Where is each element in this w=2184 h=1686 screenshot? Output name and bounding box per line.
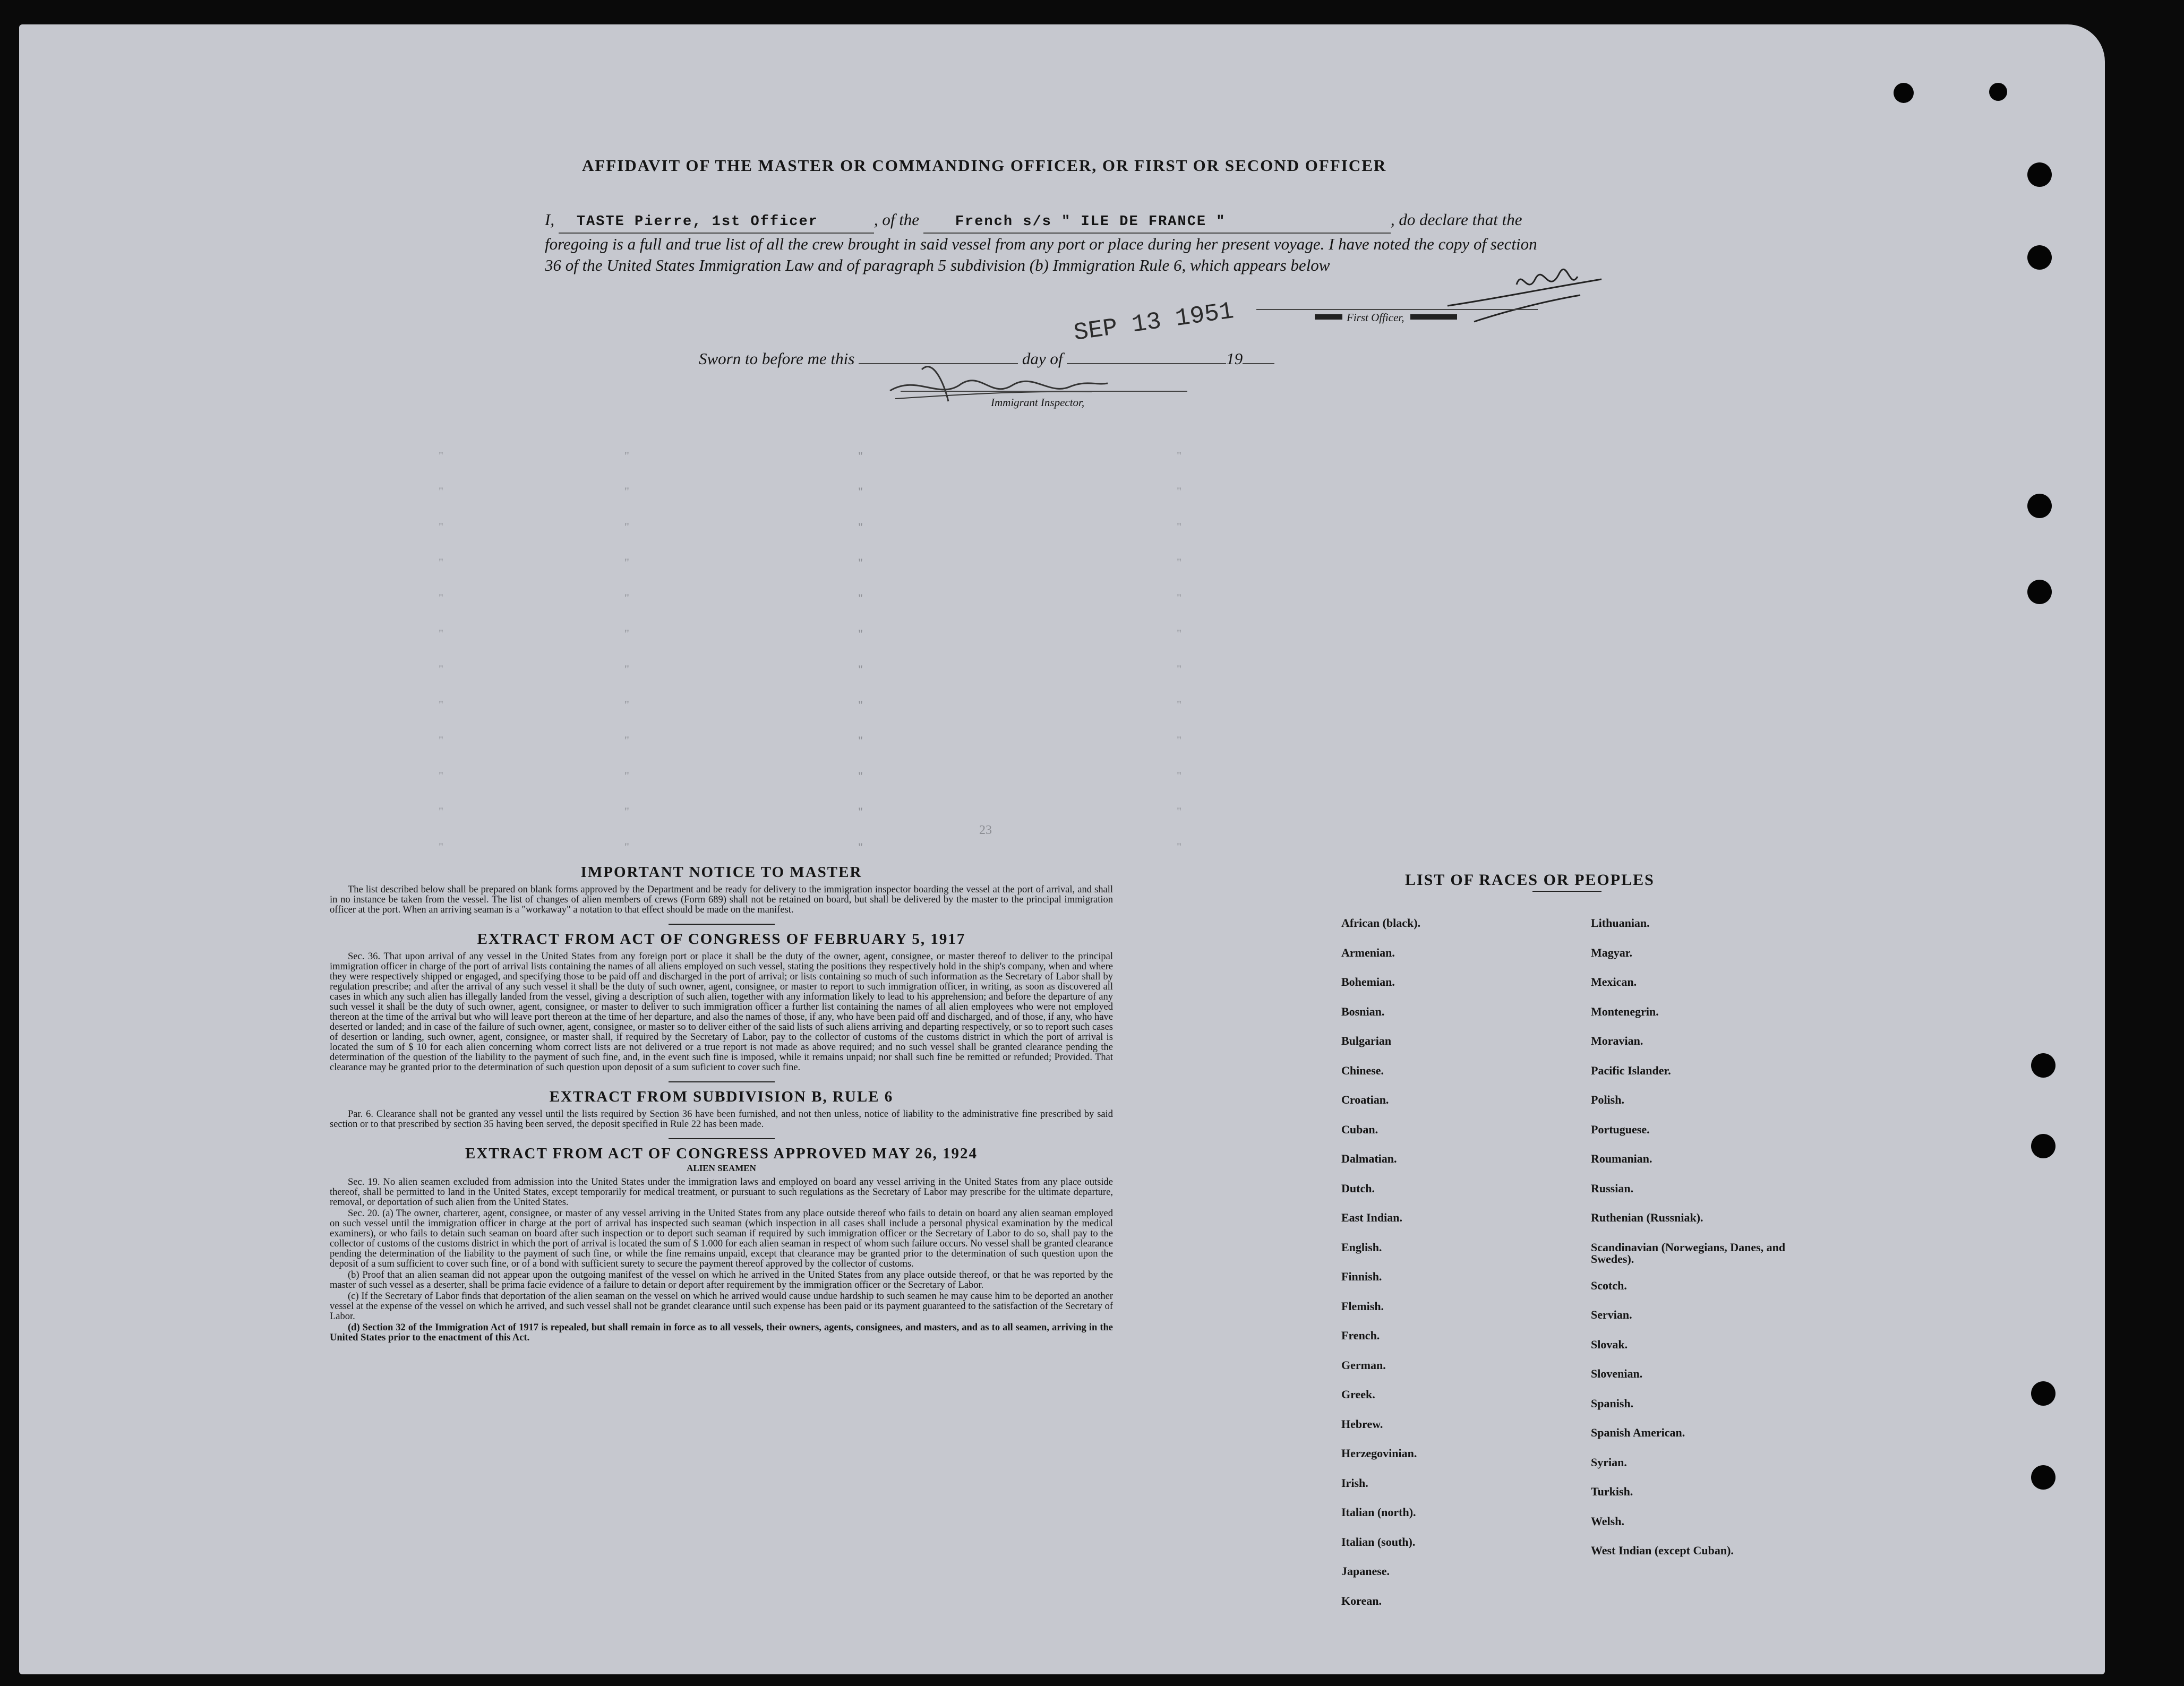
ghost-ditto-mark: " — [1177, 840, 1181, 854]
ghost-ditto-mark: " — [1177, 698, 1181, 711]
affidavit-body: that the foregoing is a full and true list of all the crew brought in said vessel from any port or place during her present voyage. I have noted the copy of section 36 of the United States Immigration Law and of paragraph 5 subdivision (b) Immigration Rule 6, which appears below — [545, 210, 1537, 274]
races-title: LIST OF RACES OR PEOPLES — [1405, 871, 1655, 889]
ghost-ditto-mark: " — [858, 698, 863, 711]
race-item: German. — [1341, 1358, 1386, 1372]
ghost-ditto-mark: " — [858, 734, 863, 747]
ghost-ditto-mark: " — [1177, 485, 1181, 498]
race-item: Lithuanian. — [1591, 916, 1650, 930]
ghost-ditto-mark: " — [1177, 520, 1181, 534]
manifest-page — [19, 24, 2105, 1674]
ghost-ditto-mark: " — [1177, 769, 1181, 782]
race-item: Slovenian. — [1591, 1367, 1643, 1380]
ghost-ditto-mark: " — [624, 734, 629, 747]
ghost-ditto-mark: " — [439, 591, 443, 605]
officer-label: First Officer, — [1347, 311, 1404, 324]
ghost-ditto-mark: " — [624, 449, 629, 462]
punch-hole — [2027, 245, 2052, 270]
races-right-column — [1591, 917, 1814, 1583]
race-item: Bulgarian — [1341, 1034, 1392, 1047]
race-item: Dutch. — [1341, 1181, 1375, 1195]
extract-1924-subtitle: ALIEN SEAMEN — [687, 1163, 756, 1173]
officer-signature — [1442, 247, 1612, 327]
day-of-text: day of — [1022, 349, 1063, 368]
race-item: African (black). — [1341, 916, 1421, 930]
sec19-text: Sec. 19. No alien seamen excluded from admission into the United States under the immigration laws and employed on board any vessel arriving in the United States from any place outside thereof, shall be permitted to land in the United States, except temporarily for medical treatment, or pursuant to such regulations as the Secretary of Labor may prescribe for the ultimate departure, removal, or deportation of such alien from the United States. — [330, 1177, 1113, 1208]
of-the-text: , of the — [873, 210, 920, 229]
race-item: Servian. — [1591, 1308, 1632, 1321]
notice-text: The list described below shall be prepared on blank forms approved by the Department and be ready for delivery to the immigration inspector boarding the vessel at the port of arrival, and shall in no instance be taken from the vessel. The list of changes of alien members of crews (Form 689) shall not be retained on board, but shall be delivered by the master to the principal immigration officer at the port. When an arriving seaman is a "workaway" a notation to that effect should be made on the manifest. — [330, 884, 1113, 915]
ghost-ditto-mark: " — [858, 449, 863, 462]
race-item: Spanish American. — [1591, 1426, 1685, 1439]
race-item: Irish. — [1341, 1476, 1368, 1490]
sec20a-text: Sec. 20. (a) The owner, charterer, agent, consignee, or master of any vessel arriving in the United States from any place outside thereof who fails to detain on board any alien seaman employed on such vessel until the immigration officer in charge at the port of arrival has inspected such seaman (which inspection in all cases shall include a personal physical examination by the medical examiners), or who fails to detain such seaman on board after such inspection or to deport such seaman if required by such immigration officer or the Secretary of Labor to do so, shall pay to the collector of customs of the customs district in which the port of arrival is located the sum of $ 1.000 for each alien seaman in respect of whom such failure occurs. No vessel shall be granted clearance pending the determination of the liability to the payment of such fine, or while the fine remains unpaid, except that clearance may be granted prior to the determination of such question upon the deposit of a sum sufficient to cover such fine, or of a bond with sufficient surety to secure the payment thereof approved by the collector of customs. — [330, 1208, 1113, 1269]
ghost-ditto-mark: " — [624, 627, 629, 640]
ghost-ditto-mark: " — [439, 698, 443, 711]
race-item: Armenian. — [1341, 945, 1395, 959]
races-left-column — [1341, 917, 1554, 1624]
faint-page-number: 23 — [979, 823, 992, 837]
race-item: Syrian. — [1591, 1455, 1627, 1469]
ghost-ditto-mark: " — [1177, 663, 1181, 676]
race-item: Pacific Islander. — [1591, 1063, 1671, 1077]
officer-name: TASTE Pierre, 1st Officer — [559, 211, 874, 234]
race-item: Chinese. — [1341, 1063, 1384, 1077]
ghost-ditto-mark: " — [439, 520, 443, 534]
race-item: Spanish. — [1591, 1396, 1634, 1410]
ghost-ditto-mark: " — [1177, 449, 1181, 462]
ghost-ditto-mark: " — [624, 663, 629, 676]
race-item: Magyar. — [1591, 945, 1633, 959]
extract-1924-title: EXTRACT FROM ACT OF CONGRESS APPROVED MAY 26, 1924 — [465, 1145, 978, 1162]
race-item: East Indian. — [1341, 1211, 1402, 1224]
ghost-ditto-mark: " — [1177, 627, 1181, 640]
ghost-ditto-mark: " — [858, 627, 863, 640]
sec20c-text: (c) If the Secretary of Labor finds that deportation of the alien seaman on the vessel on which he arrived would cause undue hardship to such seamen he may cause him to be deported an another vessel at the expense of the vessel on which he arrived, and such vessel shall not be grandet clearance until such expense has been paid or its payment guaranteed to the satisfaction of the Secretary of Labor. — [330, 1291, 1113, 1322]
ghost-ditto-mark: " — [624, 556, 629, 569]
race-item: Italian (south). — [1341, 1535, 1416, 1549]
race-item: Croatian. — [1341, 1093, 1389, 1106]
punch-hole — [2027, 162, 2052, 187]
race-item: Russian. — [1591, 1181, 1634, 1195]
race-item: Scotch. — [1591, 1278, 1627, 1292]
ghost-ditto-mark: " — [439, 734, 443, 747]
race-item: English. — [1341, 1240, 1382, 1254]
race-item: Welsh. — [1591, 1514, 1624, 1528]
ghost-ditto-mark: " — [858, 556, 863, 569]
race-item: Moravian. — [1591, 1034, 1643, 1047]
divider — [669, 1081, 775, 1082]
punch-hole — [2031, 1465, 2055, 1490]
struck-title — [1410, 314, 1457, 320]
ghost-ditto-mark: " — [1177, 556, 1181, 569]
ghost-ditto-mark: " — [1177, 805, 1181, 818]
divider — [669, 1138, 775, 1139]
ghost-ditto-mark: " — [858, 591, 863, 605]
race-item: Flemish. — [1341, 1299, 1384, 1313]
ghost-ditto-mark: " — [1177, 734, 1181, 747]
race-item: Dalmatian. — [1341, 1152, 1397, 1165]
race-item: Ruthenian (Russniak). — [1591, 1211, 1703, 1224]
ghost-ditto-mark: " — [439, 840, 443, 854]
punch-hole — [1894, 83, 1914, 103]
race-item: Scandinavian (Norwegians, Danes, and Swedes). — [1591, 1240, 1786, 1266]
inspector-label: Immigrant Inspector, — [991, 396, 1085, 409]
race-item: Slovak. — [1591, 1337, 1628, 1351]
ghost-ditto-mark: " — [624, 769, 629, 782]
punch-hole — [2027, 580, 2052, 604]
race-item: Mexican. — [1591, 975, 1637, 988]
ghost-ditto-mark: " — [624, 840, 629, 854]
notice-title: IMPORTANT NOTICE TO MASTER — [580, 864, 862, 881]
race-item: West Indian (except Cuban). — [1591, 1544, 1734, 1557]
ghost-ditto-mark: " — [624, 485, 629, 498]
race-item: Korean. — [1341, 1594, 1382, 1607]
ghost-ditto-mark: " — [858, 769, 863, 782]
race-item: Herzegovinian. — [1341, 1447, 1417, 1460]
extract-rule6-text: Par. 6. Clearance shall not be granted any vessel until the lists required by Section 36 have been furnished, and not then unless, notice of liability to the administrative fine prescribed by said section or to that prescribed by section 35 having been served, the deposit specified in Rule 22 has been made. — [330, 1109, 1113, 1130]
race-item: Bohemian. — [1341, 975, 1395, 988]
ghost-ditto-mark: " — [624, 591, 629, 605]
year-prefix: 19 — [1226, 349, 1243, 368]
ghost-ditto-mark: " — [439, 805, 443, 818]
extract-1917-title: EXTRACT FROM ACT OF CONGRESS OF FEBRUARY 5, 1917 — [477, 931, 966, 948]
punch-hole — [2031, 1134, 2055, 1158]
race-item: Roumanian. — [1591, 1152, 1652, 1165]
races-divider — [1532, 891, 1601, 892]
race-item: Polish. — [1591, 1093, 1624, 1106]
punch-hole — [2027, 494, 2052, 518]
race-item: Portuguese. — [1591, 1122, 1650, 1136]
race-item: French. — [1341, 1329, 1380, 1342]
extract-rule6-title: EXTRACT FROM SUBDIVISION B, RULE 6 — [549, 1088, 894, 1105]
ghost-ditto-mark: " — [858, 840, 863, 854]
punch-hole — [2031, 1053, 2055, 1078]
ghost-ditto-mark: " — [858, 485, 863, 498]
affidavit-declaration — [545, 209, 1554, 276]
race-item: Hebrew. — [1341, 1417, 1383, 1431]
affidavit-title: AFFIDAVIT OF THE MASTER OR COMMANDING OFFICER, OR FIRST OR SECOND OFFICER — [582, 156, 1387, 175]
ghost-ditto-mark: " — [858, 520, 863, 534]
ghost-ditto-mark: " — [858, 663, 863, 676]
sec20d-text: (d) Section 32 of the Immigration Act of 1917 is repealed, but shall remain in force as to all vessels, their owners, agents, consignees, and masters, and as to all seamen, arriving in the United States prior to the enactment of this Act. — [330, 1322, 1113, 1343]
race-item: Montenegrin. — [1591, 1004, 1659, 1018]
date-stamp: SEP 13 1951 — [1072, 297, 1236, 347]
ghost-ditto-mark: " — [439, 449, 443, 462]
ghost-ditto-mark: " — [439, 769, 443, 782]
race-item: Cuban. — [1341, 1122, 1378, 1136]
ghost-ditto-mark: " — [624, 520, 629, 534]
sworn-text: Sworn to before me this — [699, 349, 855, 368]
punch-hole — [2031, 1381, 2055, 1406]
sec20b-text: (b) Proof that an alien seaman did not appear upon the outgoing manifest of the vessel on which he arrived in the United States from any place outside thereof, or that he was reported by the master of such vessel as a deserter, shall be prima facie evidence of a failure to detain or deport after requirement by the immigration officer or the Secretary of Labor. — [330, 1270, 1113, 1291]
ghost-ditto-mark: " — [624, 805, 629, 818]
ghost-ditto-mark: " — [439, 663, 443, 676]
ghost-ditto-mark: " — [624, 698, 629, 711]
do-declare-text: , do declare — [1390, 210, 1468, 229]
extract-1917-text: Sec. 36. That upon arrival of any vessel in the United States from any foreign port or place it shall be the duty of the owner, agent, consignee, or master thereof to deliver to the principal immigration officer in charge of the port of arrival lists containing the names of all aliens employed on such vessel, stating the positions they respectively hold in the ship's company, when and where they were respectively shipped or engaged, and specifying those to be paid off and discharged in the port of arrival; or lists containing so much of such information as the Secretary of Labor shall by regulation prescribe; and after the arrival of any such vessel it shall be the duty of such owner, agent, consignee, or master to report to such immigration officer, in writing, as soon as discovered all cases in which any such alien has illegally landed from the vessel, giving a description of such alien, together with any information likely to lead to his apprehension; and before the departure of any such vessel it shall be the duty of such owner, agent, consignee, or master to deliver to such immigration officer a further list containing the names of all alien employees who were not employed thereon at the time of the arrival but who will leave port thereon at the time of her departure, and also the names of those, if any, who have been paid off and discharged, and of those, if any, who have deserted or landed; and in case of the failure of such owner, agent, consignee, or master so to deliver either of the said lists of such aliens arriving and departing respectively, or so to report such cases of desertion or landing, such owner, agent, consignee, or master shall, if required by the Secretary of Labor, pay to the collector of customs of the customs district in which the port of arrival is located the sum of $ 10 for each alien concerning whom correct lists are not delivered or a true report is not made as above required; and no such vessel shall be granted clearance pending the determination of the question of the liability to the payment of such fine, and, in the event such fine is imposed, while it remains unpaid; nor shall such fine be remitted or refunded; Provided. That clearance may be granted prior to the determination of such question upon deposit of a sum suficient to cover such fine. — [330, 951, 1113, 1073]
pronoun: I, — [545, 210, 555, 229]
inspector-signature-line — [901, 391, 1187, 392]
ghost-ditto-mark: " — [1177, 591, 1181, 605]
race-item: Italian (north). — [1341, 1506, 1416, 1519]
punch-hole — [1989, 83, 2007, 101]
race-item: Greek. — [1341, 1388, 1375, 1401]
notice-column — [330, 864, 1113, 1344]
ghost-ditto-mark: " — [858, 805, 863, 818]
vessel-name: French s/s " ILE DE FRANCE " — [923, 211, 1391, 234]
race-item: Finnish. — [1341, 1270, 1382, 1283]
race-item: Japanese. — [1341, 1564, 1390, 1578]
race-item: Bosnian. — [1341, 1004, 1385, 1018]
race-item: Turkish. — [1591, 1485, 1633, 1498]
ghost-ditto-mark: " — [439, 556, 443, 569]
officer-signature-line — [1256, 309, 1538, 310]
divider — [669, 924, 775, 925]
ghost-ditto-mark: " — [439, 485, 443, 498]
ghost-ditto-mark: " — [439, 627, 443, 640]
struck-title — [1315, 314, 1342, 320]
